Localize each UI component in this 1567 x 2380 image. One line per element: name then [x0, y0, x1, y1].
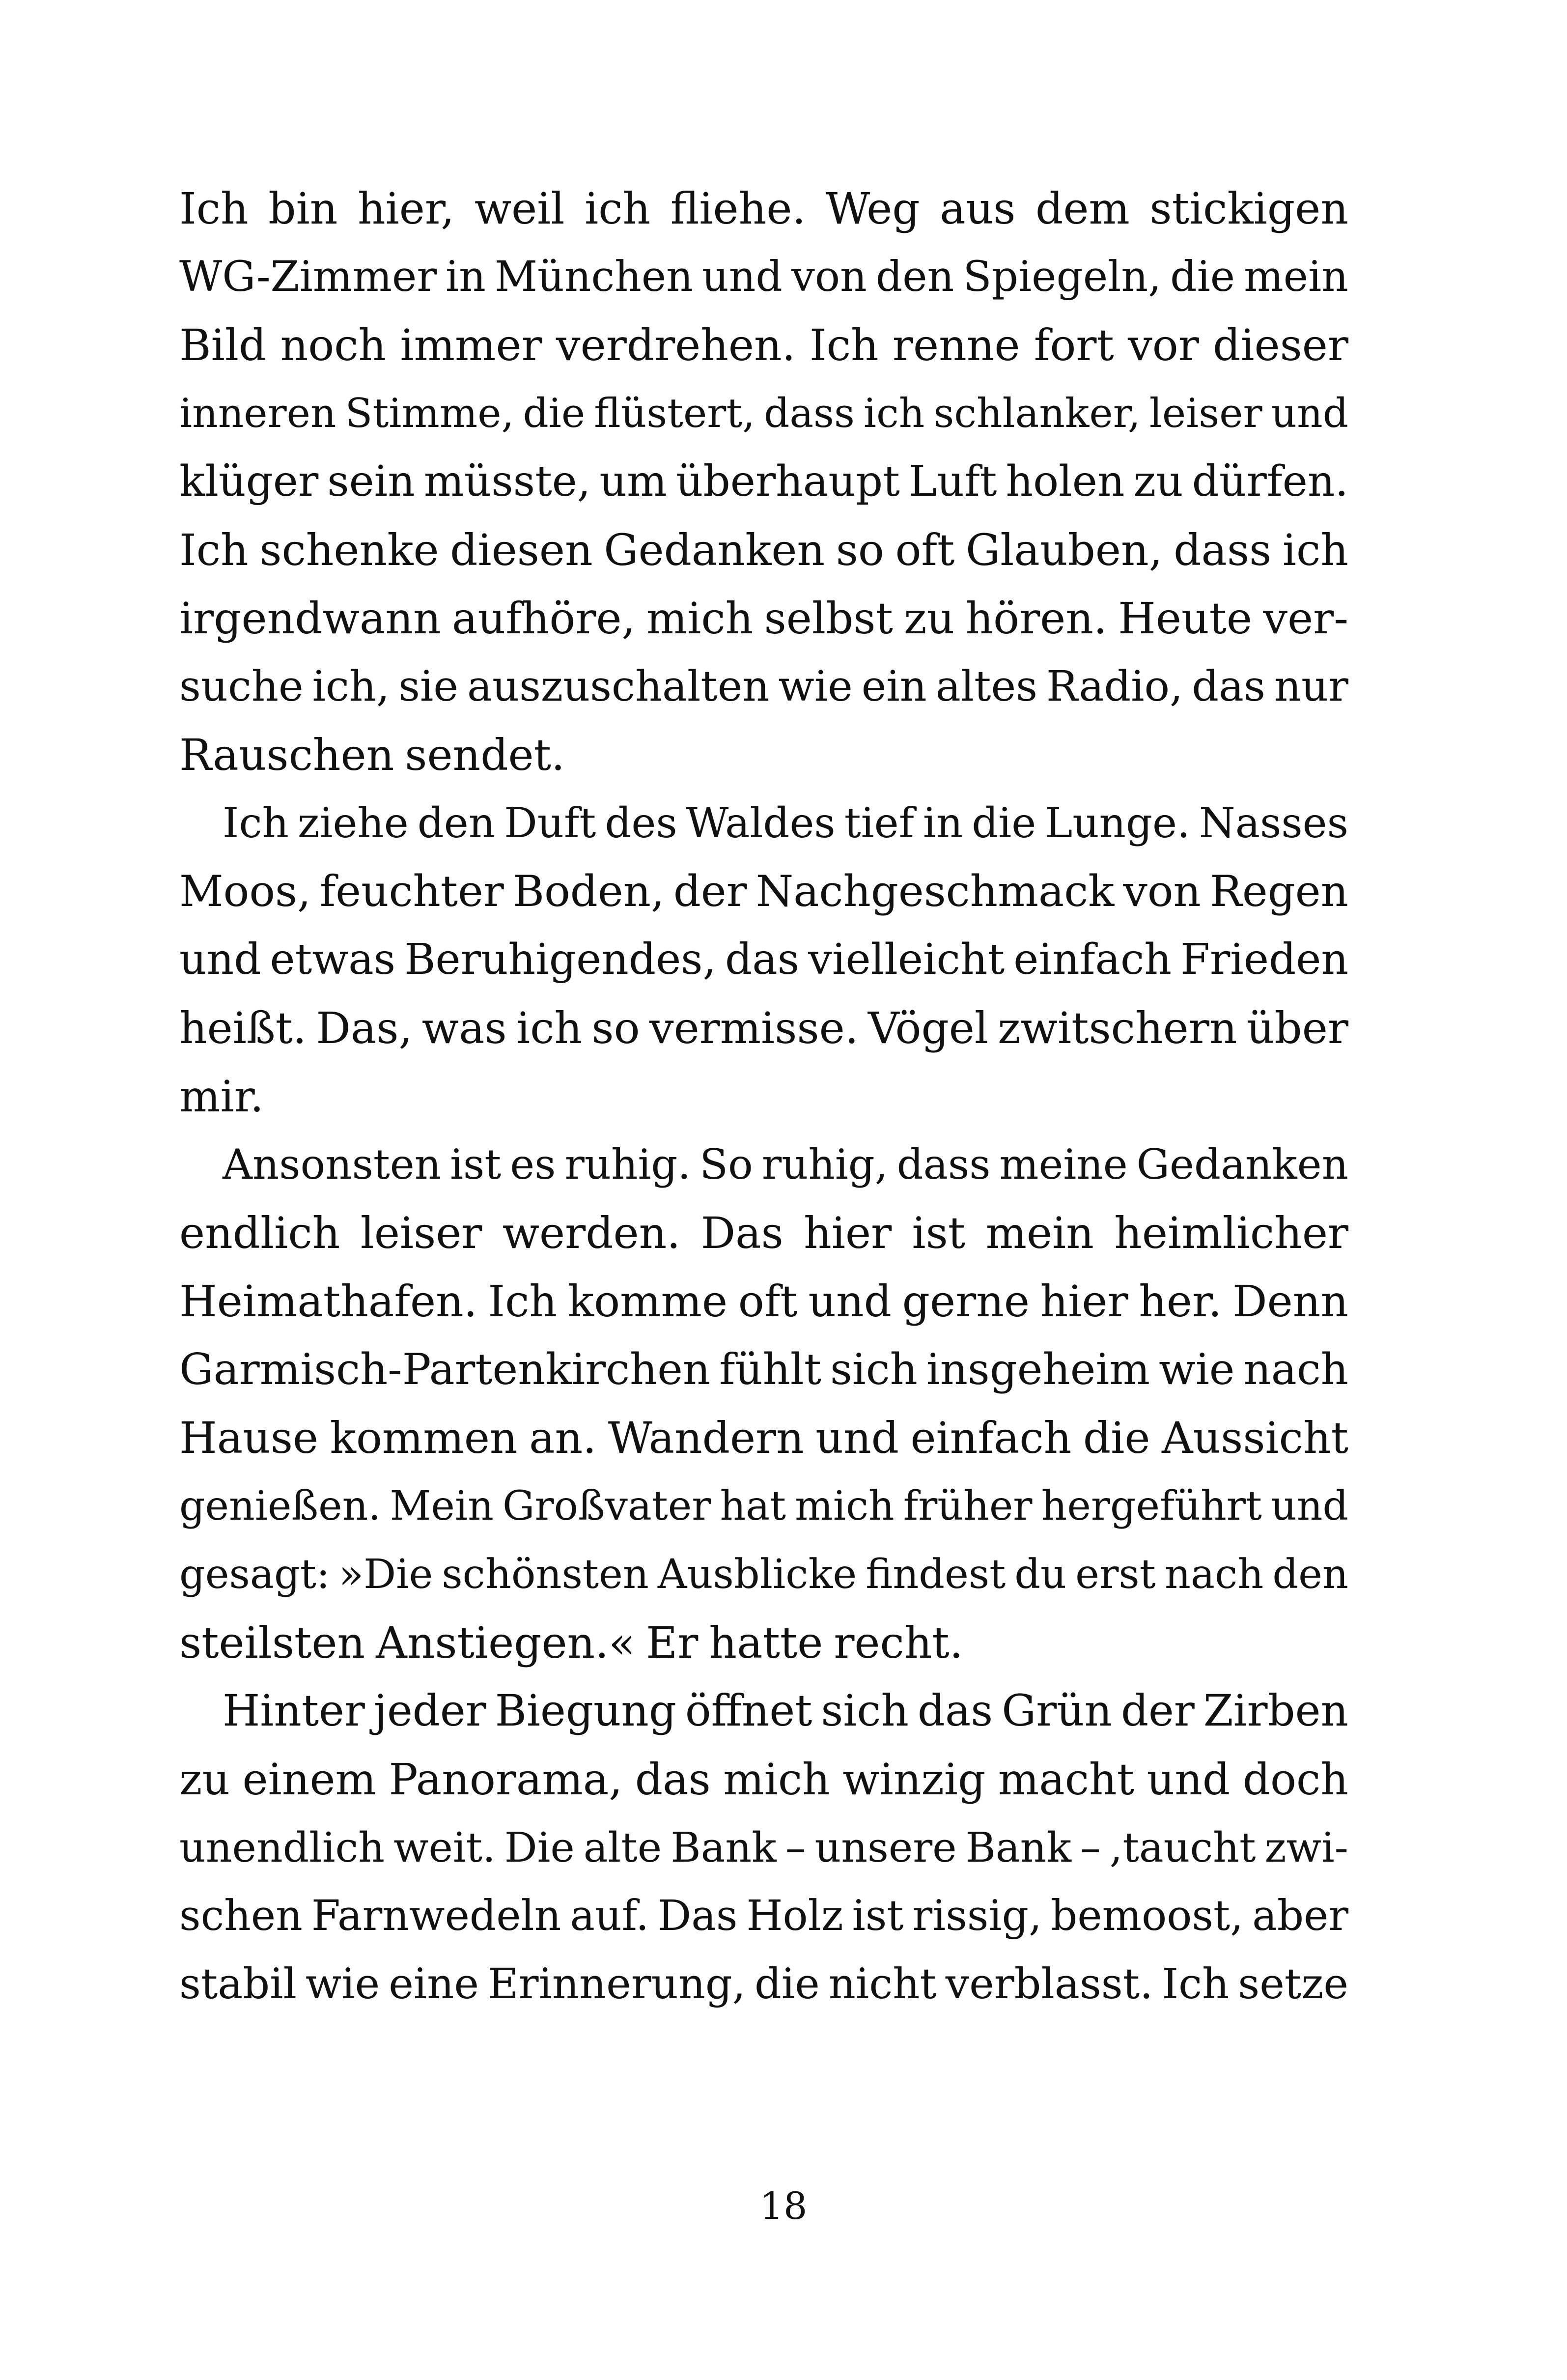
- text-line: Bild noch immer verdrehen. Ich renne fort vor dieser: [179, 320, 1348, 370]
- text-line: stabil wie eine Erinnerung, die nicht verblasst. Ich setze: [179, 1960, 1348, 2009]
- text-line: Ansonsten ist es ruhig. So ruhig, dass meine Gedanken: [223, 1140, 1348, 1189]
- text-line: Ich ziehe den Duft des Waldes tief in die Lunge. Nasses: [223, 799, 1348, 847]
- text-line: zu einem Panorama, das mich winzig macht und doch: [179, 1754, 1348, 1805]
- page-number: 18: [759, 2184, 808, 2228]
- text-line: endlich leiser werden. Das hier ist mein heimlicher: [179, 1208, 1348, 1258]
- text-line: Hinter jeder Biegung öffnet sich das Grün der Zirben: [223, 1686, 1348, 1736]
- text-line: gesagt: »Die schönsten Ausblicke findest du erst nach den: [179, 1551, 1348, 1598]
- paragraph: [179, 789, 1348, 1131]
- text-line: Ich schenke diesen Gedanken so oft Glauben, dass ich: [179, 525, 1348, 575]
- text-line: Moos, feuchter Boden, der Nachgeschmack von Regen: [179, 866, 1348, 916]
- text-line: mir.: [179, 1071, 264, 1122]
- paragraph: [179, 1131, 1348, 1677]
- text-line: steilsten Anstiegen.« Er hatte recht.: [179, 1617, 963, 1668]
- text-line: inneren Stimme, die flüstert, dass ich schlanker, leiser und: [179, 390, 1348, 437]
- text-line: unendlich weit. Die alte Bank – unsere Bank – ,taucht zwi-: [179, 1824, 1348, 1871]
- paragraph: [179, 174, 1348, 789]
- text-line: heißt. Das, was ich so vermisse. Vögel zwitschern über: [179, 1003, 1348, 1053]
- text-line: Heimathafen. Ich komme oft und gerne hier her. Denn: [179, 1276, 1348, 1327]
- text-line: Garmisch-Partenkirchen fühlt sich insgeheim wie nach: [179, 1344, 1348, 1394]
- text-line: suche ich, sie auszuschalten wie ein altes Radio, das nur: [179, 662, 1348, 711]
- text-line: genießen. Mein Großvater hat mich früher hergeführt und: [179, 1483, 1348, 1530]
- text-line: Ich bin hier, weil ich fliehe. Weg aus dem stickigen: [179, 183, 1348, 234]
- body-text: [179, 174, 1348, 2018]
- text-line: WG-Zimmer in München und von den Spiegeln, die mein: [179, 253, 1348, 301]
- text-line: irgendwann aufhöre, mich selbst zu hören. Heute ver-: [179, 593, 1348, 644]
- text-line: klüger sein müsste, um überhaupt Luft holen zu dürfen.: [179, 457, 1348, 506]
- paragraph: [179, 1677, 1348, 2018]
- text-line: und etwas Beruhigendes, das vielleicht einfach Frieden: [179, 935, 1348, 984]
- text-line: Rauschen sendet.: [179, 730, 565, 780]
- text-line: Hause kommen an. Wandern und einfach die Aussicht: [179, 1413, 1348, 1463]
- text-line: schen Farnwedeln auf. Das Holz ist rissig, bemoost, aber: [179, 1892, 1348, 1940]
